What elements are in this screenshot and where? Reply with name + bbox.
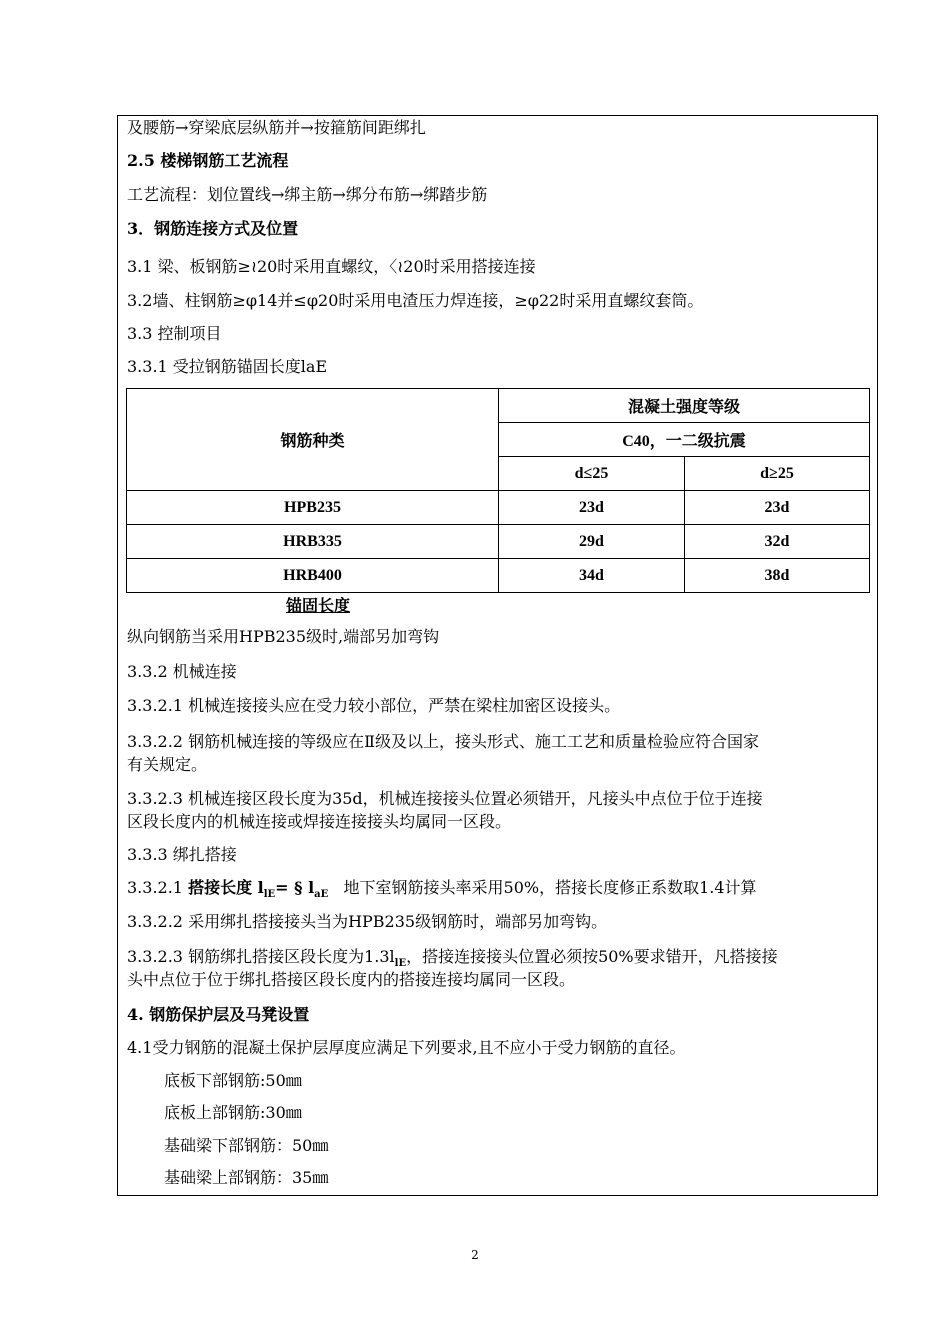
- sub-header: C40，一二级抗震: [499, 423, 870, 457]
- lap-zone-sub: lE: [394, 958, 407, 970]
- table-cell: 32d: [685, 525, 870, 559]
- col-header-type: 钢筋种类: [127, 389, 499, 491]
- text-line: 3.3.2 机械连接: [127, 662, 237, 681]
- table-cell: 29d: [499, 525, 685, 559]
- lap-rest: 地下室钢筋接头率采用50%，搭接长度修正系数取1.4计算: [343, 878, 757, 897]
- cover-item: 基础梁下部钢筋：50㎜: [164, 1136, 329, 1155]
- table-row: [127, 559, 870, 593]
- text-line: 3.2墙、柱钢筋≥φ14并≤φ20时采用电渣压力焊连接，≥φ22时采用直螺纹套筒。: [127, 291, 704, 310]
- section-heading: 2.5 楼梯钢筋工艺流程: [127, 151, 289, 170]
- table-cell: 23d: [499, 491, 685, 525]
- lap-zone-text: 3.3.2.3 钢筋绑扎搭接区段长度为1.3l: [127, 947, 395, 966]
- text-line: 3.3.2.2 采用绑扎搭接接头当为HPB235级钢筋时，端部另加弯钩。: [127, 912, 608, 931]
- text-line: 3.3.1 受拉钢筋锚固长度laE: [127, 357, 328, 376]
- lap-length-line: [127, 877, 757, 906]
- col-header-d-le-25: d≤25: [499, 457, 685, 491]
- lap-formula-sub: lE: [263, 889, 276, 901]
- text-line: 3.3.2.2 钢筋机械连接的等级应在Ⅱ级及以上，接头形式、施工工艺和质量检验应符合国家: [127, 732, 759, 751]
- text-line: 3.3.3 绑扎搭接: [127, 845, 237, 864]
- cover-item: 底板上部钢筋:30㎜: [164, 1103, 302, 1122]
- text-line: 3.3 控制项目: [127, 324, 222, 343]
- section-heading: 3．钢筋连接方式及位置: [127, 219, 299, 238]
- anchorage-title: 锚固长度: [286, 596, 351, 615]
- lap-formula-part: 搭接长度 l: [188, 878, 264, 897]
- cover-item: 底板下部钢筋:50㎜: [164, 1071, 302, 1090]
- lap-formula-part: = § l: [275, 878, 315, 897]
- text-line: 纵向钢筋当采用HPB235级时,端部另加弯钩: [127, 627, 440, 646]
- page-number: 2: [471, 1248, 479, 1262]
- cover-item: 基础梁上部钢筋：35㎜: [164, 1168, 329, 1187]
- lap-zone-text: ，搭接连接接头位置必须按50%要求错开，凡搭接接: [406, 947, 778, 966]
- group-header: 混凝土强度等级: [499, 389, 870, 423]
- col-header-d-ge-25: d≥25: [685, 457, 870, 491]
- table-cell: HRB400: [127, 559, 499, 593]
- text-line: 及腰筋→穿梁底层纵筋并→按箍筋间距绑扎: [127, 118, 426, 137]
- table-cell: 23d: [685, 491, 870, 525]
- text-line: 头中点位于位于绑扎搭接区段长度内的搭接连接均属同一区段。: [127, 970, 576, 989]
- text-line: 有关规定。: [127, 755, 208, 774]
- text-line: 工艺流程：划位置线→绑主筋→绑分布筋→绑踏步筋: [127, 185, 488, 204]
- table-cell: 34d: [499, 559, 685, 593]
- table-row: [127, 491, 870, 525]
- table-cell: 38d: [685, 559, 870, 593]
- text-line: 3.1 梁、板钢筋≥≀20时采用直螺纹，〈≀20时采用搭接连接: [127, 257, 536, 276]
- text-line: 3.3.2.1 机械连接接头应在受力较小部位，严禁在梁柱加密区设接头。: [127, 696, 621, 715]
- table-cell: HRB335: [127, 525, 499, 559]
- lap-prefix: 3.3.2.1: [127, 878, 183, 897]
- anchorage-table: [126, 388, 870, 593]
- text-line: 3.3.2.3 机械连接区段长度为35d，机械连接接头位置必须错开，凡接头中点位于位于连接: [127, 789, 763, 808]
- section-heading: 4. 钢筋保护层及马凳设置: [127, 1005, 310, 1024]
- text-line: 4.1受力钢筋的混凝土保护层厚度应满足下列要求,且不应小于受力钢筋的直径。: [127, 1038, 686, 1057]
- text-line: 区段长度内的机械连接或焊接连接接头均属同一区段。: [127, 812, 512, 831]
- table-row: [127, 525, 870, 559]
- table-cell: HPB235: [127, 491, 499, 525]
- lap-formula-sub: aE: [314, 889, 329, 901]
